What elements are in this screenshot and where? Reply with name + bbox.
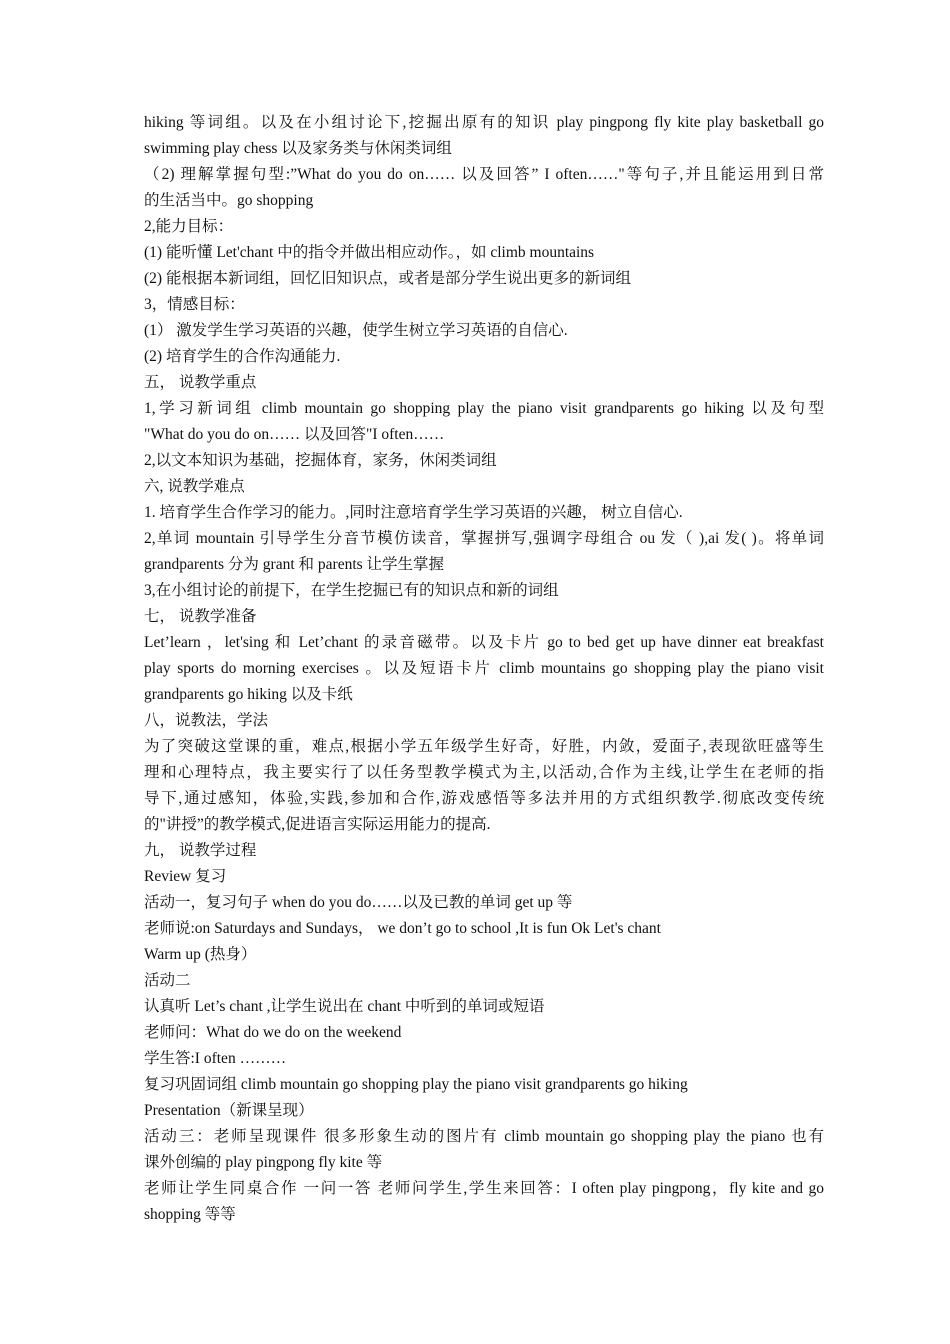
text-line: Let’learn ，let'sing 和 Let’chant 的录音磁带。以及卡片 go to bed get up have dinner eat breakfast [144, 634, 824, 651]
text-line: shopping 等等 [144, 1206, 236, 1223]
text-line: 1. 培育学生合作学习的能力。,同时注意培育学生学习英语的兴趣， 树立自信心. [144, 504, 683, 521]
text-line: 3，情感目标： [144, 296, 245, 313]
text-line: 活动三：老师呈现课件 很多形象生动的图片有 climb mountain go shopping play the piano 也有 [144, 1128, 824, 1145]
text-line: 3,在小组讨论的前提下，在学生挖掘已有的知识点和新的词组 [144, 582, 559, 599]
text-line: 为了突破这堂课的重，难点,根据小学五年级学生好奇，好胜，内敛，爱面子,表现欲旺盛等生 [144, 738, 824, 755]
text-line: play sports do morning exercises 。以及短语卡片 climb mountains go shopping play the piano visit [144, 660, 824, 677]
text-line: hiking 等词组。以及在小组讨论下,挖掘出原有的知识 play pingpong fly kite play basketball go [144, 114, 824, 131]
text-line: 导下,通过感知，体验,实践,参加和合作,游戏感悟等多法并用的方式组织教学.彻底改变传统 [144, 790, 824, 807]
text-line: 课外创编的 play pingpong fly kite 等 [144, 1154, 383, 1171]
text-line: 2,以文本知识为基础，挖掘体育，家务，休闲类词组 [144, 452, 497, 469]
text-line: 复习巩固词组 climb mountain go shopping play the piano visit grandparents go hiking [144, 1076, 688, 1093]
text-line: grandparents 分为 grant 和 parents 让学生掌握 [144, 556, 445, 573]
text-line: 活动一，复习句子 when do you do……以及已教的单词 get up 等 [144, 894, 573, 911]
text-line: (2) 培育学生的合作沟通能力. [144, 348, 341, 365]
text-line: Presentation（新课呈现） [144, 1102, 314, 1119]
text-line: 1,学习新词组 climb mountain go shopping play the piano visit grandparents go hiking 以及句型 [144, 400, 824, 417]
text-line: swimming play chess 以及家务类与休闲类词组 [144, 140, 452, 157]
text-line: 活动二 [144, 972, 191, 989]
text-line: （2) 理解掌握句型:”What do you do on…… 以及回答” I often……"等句子,并且能运用到日常 [144, 166, 824, 183]
document-page [144, 110, 824, 1228]
text-line: 老师问：What do we do on the weekend [144, 1024, 402, 1041]
text-line: 八，说教法，学法 [144, 712, 269, 729]
text-line: 2,单词 mountain 引导学生分音节模仿读音，掌握拼写,强调字母组合 ou 发（ ),ai 发( )。将单词 [144, 530, 824, 547]
text-line: (2) 能根据本新词组，回忆旧知识点，或者是部分学生说出更多的新词组 [144, 270, 631, 287]
text-line: 理和心理特点，我主要实行了以任务型教学模式为主,以活动,合作为主线,让学生在老师的指 [144, 764, 824, 781]
text-line: 2,能力目标： [144, 218, 234, 235]
text-line: 老师说:on Saturdays and Sundays， we don’t go to school ,It is fun Ok Let's chant [144, 920, 661, 937]
text-line: (1) 能听懂 Let'chant 中的指令并做出相应动作。，如 climb mountains [144, 244, 595, 261]
text-line: 学生答:I often ……… [144, 1050, 287, 1067]
text-line: 九， 说教学过程 [144, 842, 257, 859]
text-line: grandparents go hiking 以及卡纸 [144, 686, 353, 703]
text-line: 认真听 Let’s chant ,让学生说出在 chant 中听到的单词或短语 [144, 998, 545, 1015]
text-line: 五， 说教学重点 [144, 374, 257, 391]
text-line: "What do you do on…… 以及回答"I often…… [144, 426, 445, 443]
text-line: (1） 激发学生学习英语的兴趣，使学生树立学习英语的自信心. [144, 322, 568, 339]
text-line: 六, 说教学难点 [144, 478, 245, 495]
text-line: 老师让学生同桌合作 一问一答 老师问学生,学生来回答：I often play pingpong，fly kite and go [144, 1180, 824, 1197]
text-line: Review 复习 [144, 868, 227, 885]
text-line: Warm up (热身） [144, 946, 257, 963]
text-line: 的"讲授”的教学模式,促进语言实际运用能力的提高. [144, 816, 491, 833]
text-line: 的生活当中。go shopping [144, 192, 314, 209]
text-line: 七， 说教学准备 [144, 608, 257, 625]
